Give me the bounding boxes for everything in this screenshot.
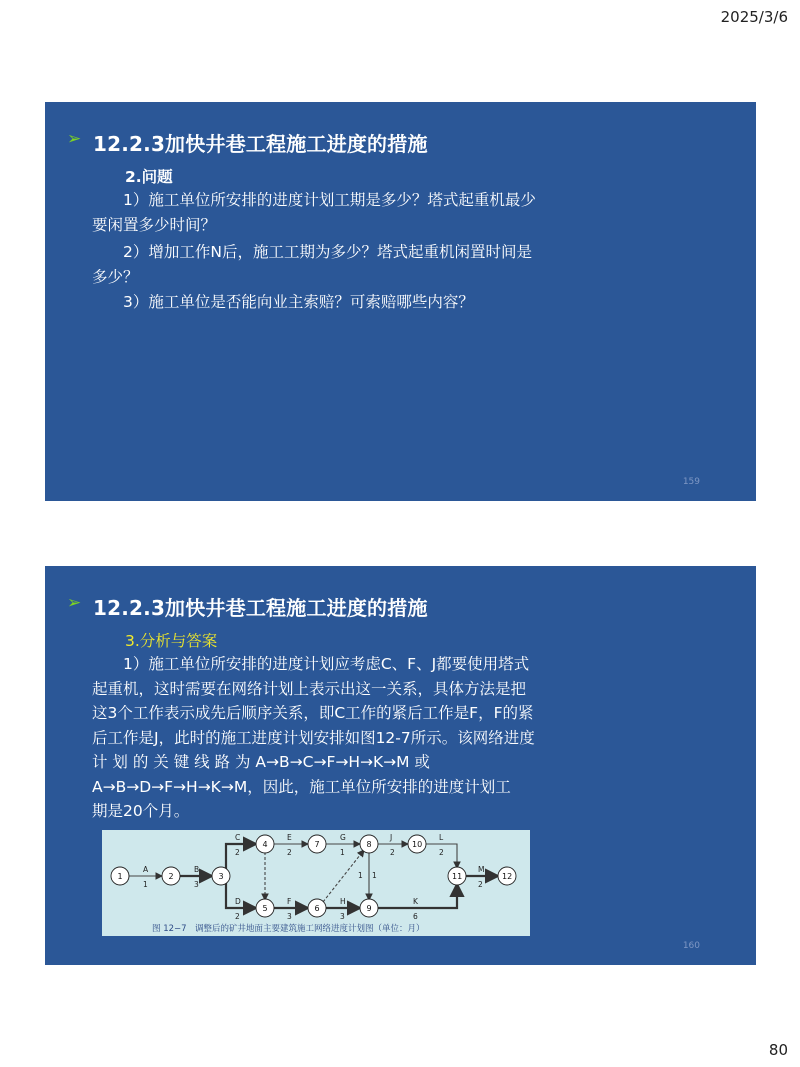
duration-B: 3	[194, 880, 199, 889]
duration-M: 2	[478, 880, 483, 889]
slide-160	[45, 566, 756, 965]
node-5	[256, 899, 274, 917]
duration-G: 1	[340, 848, 345, 857]
label-F: F	[287, 897, 292, 906]
question-2: 2）增加工作N后，施工工期为多少？塔式起重机闲置时间是 多少？	[92, 243, 532, 286]
label-J: J	[390, 833, 393, 842]
section-heading: 2.问题	[125, 168, 173, 186]
slide-number: 160	[682, 941, 700, 951]
node-1	[111, 867, 129, 885]
node-3	[212, 867, 230, 885]
svg-text:3: 3	[218, 872, 224, 881]
label-D: D	[235, 897, 241, 906]
question-3: 3）施工单位是否能向业主索赔？可索赔哪些内容？	[123, 293, 474, 311]
svg-text:12: 12	[502, 872, 513, 881]
arrow-bullet-icon: ➢	[67, 593, 82, 613]
svg-text:1: 1	[117, 872, 123, 881]
svg-text:7: 7	[314, 840, 320, 849]
slide-title: ➢ 12.2.3加快井巷工程施工进度的措施	[67, 129, 428, 156]
network-diagram	[102, 830, 530, 936]
duration-8-9: 1	[372, 871, 377, 880]
label-E: E	[287, 833, 292, 842]
svg-text:4: 4	[262, 840, 268, 849]
duration-F: 3	[287, 912, 292, 921]
label-H: H	[340, 897, 346, 906]
node-6	[308, 899, 326, 917]
svg-text:8: 8	[366, 840, 372, 849]
answer-text: 1）施工单位所安排的进度计划应考虑C、F、J都要使用塔式 起重机，这时需要在网络计划上表示出这一关系，具体方法是把 这3个工作表示成先后顺序关系，即C工作的紧后工作是F，F的紧 后工作是J，此时的施工进度计划安排如图12-7所示。该网络进度 计 划 的 关 键 线 路 为 A→B→C→F→H→K→M 或 A→B→D→F→H→K→M，因此，施工单位所安排的进度计划工 期是20个月。	[92, 655, 535, 820]
page-number: 80	[768, 1041, 788, 1059]
svg-text:2: 2	[168, 872, 174, 881]
node-4	[256, 835, 274, 853]
question-1: 1）施工单位所安排的进度计划工期是多少？塔式起重机最少 要闲置多少时间？	[92, 191, 536, 234]
slide-159	[45, 102, 756, 501]
duration-H: 3	[340, 912, 345, 921]
label-L: L	[439, 833, 444, 842]
arrow-bullet-icon: ➢	[67, 129, 82, 149]
node-8	[360, 835, 378, 853]
section-heading: 3.分析与答案	[125, 632, 218, 650]
node-11	[448, 867, 466, 885]
duration-K: 6	[413, 912, 418, 921]
label-K: K	[413, 897, 418, 906]
label-B: B	[194, 865, 200, 874]
slide-number: 159	[682, 477, 700, 487]
duration-6-8: 1	[358, 871, 363, 880]
slide-title: ➢ 12.2.3加快井巷工程施工进度的措施	[67, 593, 428, 620]
duration-A: 1	[143, 880, 148, 889]
svg-text:9: 9	[366, 904, 372, 913]
edge-D	[226, 882, 256, 908]
duration-J: 2	[390, 848, 395, 857]
print-date: 2025/3/6	[720, 8, 788, 26]
node-9	[360, 899, 378, 917]
label-A: A	[143, 865, 149, 874]
edge-C	[226, 844, 256, 870]
label-M: M	[478, 865, 485, 874]
label-C: C	[235, 833, 241, 842]
node-12	[498, 867, 516, 885]
node-2	[162, 867, 180, 885]
node-7	[308, 835, 326, 853]
duration-C: 2	[235, 848, 240, 857]
label-G: G	[340, 833, 346, 842]
network-diagram-figure	[102, 830, 530, 936]
svg-text:6: 6	[314, 904, 320, 913]
figure-caption: 图 12−7 调整后的矿井地面主要建筑施工网络进度计划图（单位：月）	[152, 924, 425, 934]
node-10	[408, 835, 426, 853]
duration-E: 2	[287, 848, 292, 857]
duration-L: 2	[439, 848, 444, 857]
duration-D: 2	[235, 912, 240, 921]
svg-text:10: 10	[412, 840, 423, 849]
svg-text:5: 5	[262, 904, 268, 913]
svg-text:11: 11	[452, 872, 463, 881]
